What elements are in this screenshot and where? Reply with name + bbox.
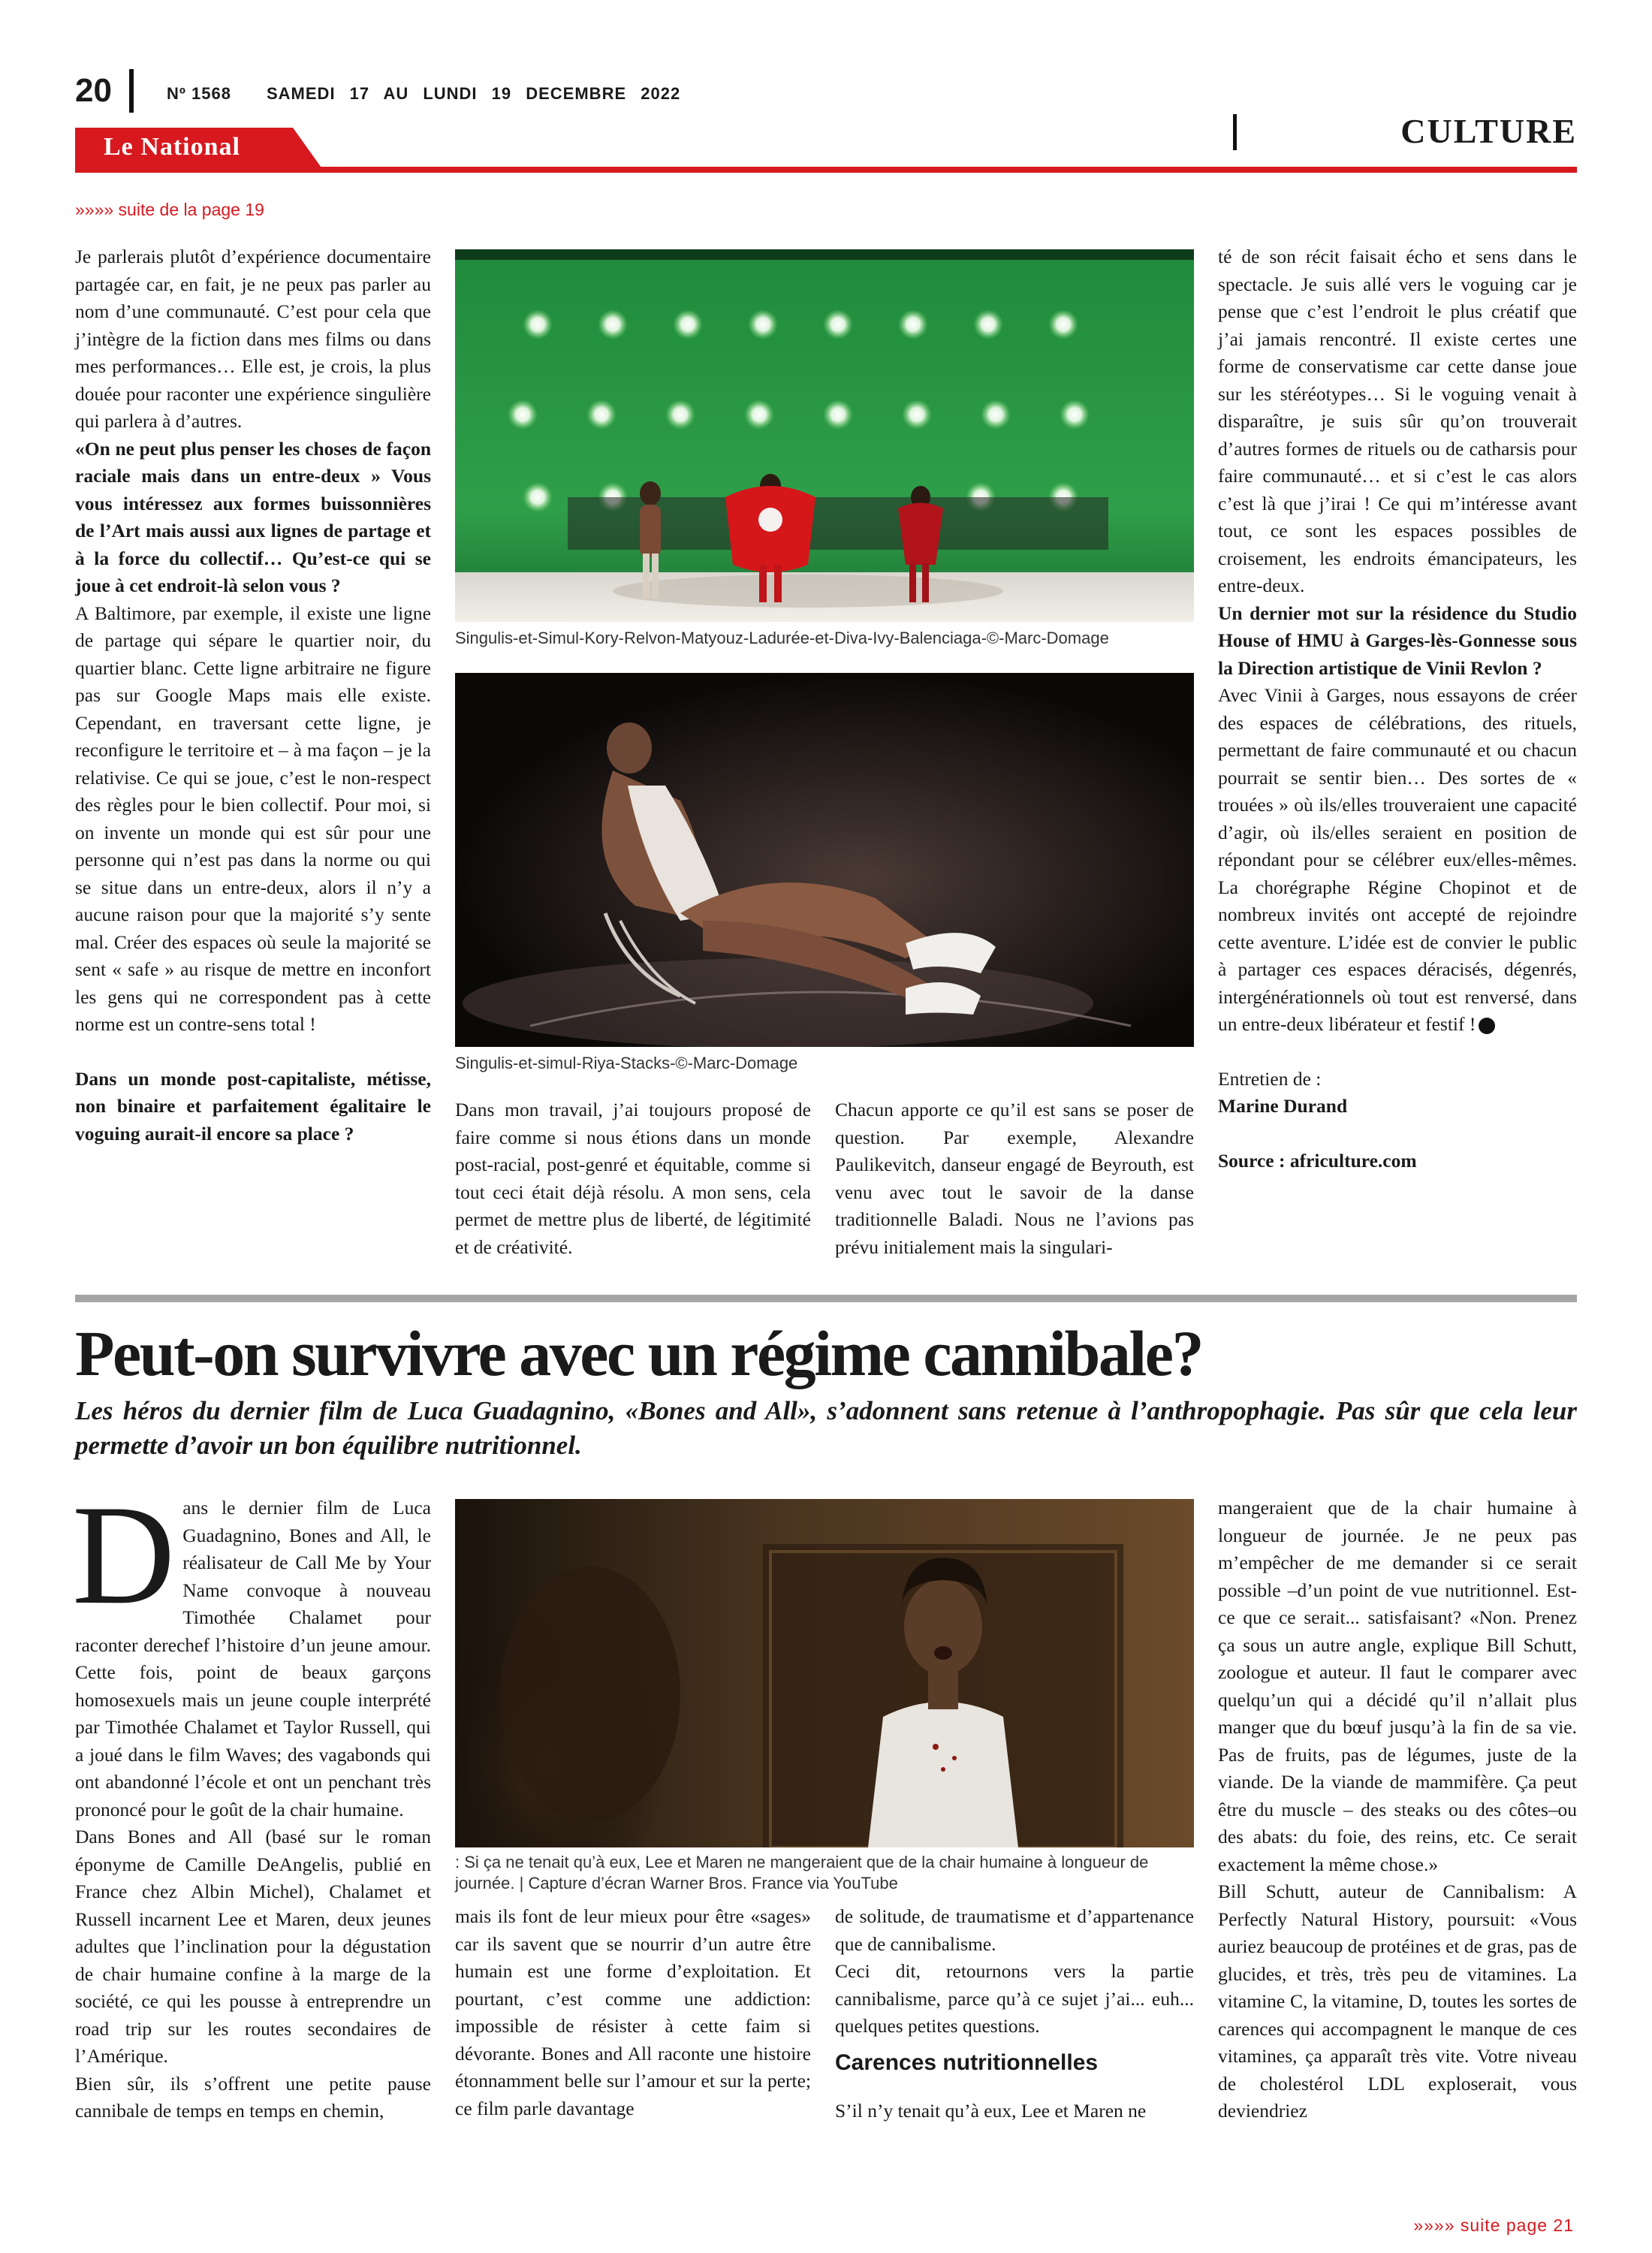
stage-performance-photo (455, 249, 1194, 622)
paragraph: mangeraient que de la chair humaine à longueur de journée. Je ne peux pas m’empêcher de me demander si ce serait possible –d’un point de vue nutritionnel. Est-ce que ce serait... satisfaisant? «Non. Prenez ça sous un autre angle, explique Bill Schutt, zoologue et auteur. Il faut le comparer avec quelqu’un qui a décidé qu’il n’allait plus manger que du bœuf jusqu’à la fin de sa vie. Pas de fruits, pas de légumes, juste de la viande. De la viande de mammifère. Ça peut être du muscle – des steaks ou des côtes–ou des abats: du foie, des reins, etc. Ce serait exactement la même chose.» (1218, 1497, 1577, 1875)
paragraph-text: Avec Vinii à Garges, nous essayons de créer des espaces de célébrations, des rituels, permettant de faire communauté et ou chacun pourrait se sentir bien… Des sortes de « trouées » où ils/elles trouveraient une capacité d’agir, où ils/elles seraient en position de répondant pour se célébrer eux/elles-mêmes. La chorégraphe Régine Chopinot et de nombreux invités ont accepté de rejoindre cette aventure. L’idée est de convier le public à partager ces espaces déracisés, dégenrés, intergénérationnels où tout est renversé, dans un entre-deux libérateur et festif ! (1218, 684, 1577, 1035)
paragraph: Bien sûr, ils s’offrent une petite pause cannibale de temps en temps en chemin, (75, 2072, 431, 2122)
page-number: 20 (75, 72, 112, 109)
film-still-photo (455, 1499, 1194, 1847)
paragraph-text: ans le dernier film de Luca Guadagnino, Bones and All, le réalisateur de Call Me by Your Name convoque à nouveau Timothée Chalamet pour raconter derechef l’histoire d’un jeune amour. Cette fois, point de beaux garçons homosexuels mais un jeune couple interprété par Timothée Chalamet et Taylor Russell, qui a joué dans le film Waves; des vagabonds qui ont abandonné l’école et ont un penchant très prononcé pour le goût de la chair humaine. (75, 1497, 431, 1820)
issue-number: Nº 1568 (167, 84, 231, 103)
newspaper-name: Le National (104, 133, 240, 161)
paragraph: S’il n’y tenait qu’à eux, Lee et Maren ne (835, 2099, 1147, 2122)
article-separator (75, 1295, 1577, 1302)
interview-question: Un dernier mot sur la résidence du Studio House of HMU à Garges-lès-Gonnesse sous la Direction artistique de Vinii Revlon ? (1218, 602, 1577, 679)
paragraph: Dans mon travail, j’ai toujours proposé de faire comme si nous étions dans un monde post-racial, post-genré et équitable, comme si tout ceci était déjà résolu. A mon sens, cela permet de mettre plus de liberté, de légitimité et de créativité. (455, 1099, 811, 1258)
article2-column-1 (72, 1476, 431, 2125)
section-title: CULTURE (1400, 112, 1577, 150)
interviewer-name: Marine Durand (1218, 1095, 1348, 1117)
page-number-divider (129, 69, 134, 113)
paragraph: de solitude, de traumatisme et d’appartenance que de cannibalisme. (835, 1905, 1194, 1955)
article1-column-3 (835, 1096, 1194, 1261)
paragraph: Dans Bones and All (basé sur le roman éponyme de Camille DeAngelis, publié en France chez Albin Michel), Chalamet et Russell incarnent Lee et Maren, deux jeunes adultes que l’inclination pour la dégustation de chair humaine confine à la marge de la société, ce qui les pousse à entreprendre un road trip sur les routes secondaires de l’Amérique. (75, 1826, 431, 2067)
photo-caption: : Si ça ne tenait qu’à eux, Lee et Maren ne mangeraient que de la chair humaine à longueur de journée. | Capture d’écran Warner Bros. France via YouTube (455, 1853, 1149, 1893)
article-standfirst: Les héros du dernier film de Luca Guadagnino, «Bones and All», s’adonnent sans retenue à l’anthropophagie. Pas sûr que cela leur permette d’avoir un bon équilibre nutritionnel. (75, 1396, 1577, 1460)
interview-question: Dans un monde post-capitaliste, métisse, non binaire et parfaitement égalitaire le voguing aurait-il encore sa place ? (75, 1067, 431, 1145)
header-rule (75, 167, 1577, 173)
article1-column-2 (455, 1096, 811, 1261)
article2-column-3 (835, 1903, 1194, 2125)
drop-cap: D (72, 1476, 176, 1634)
paragraph: mais ils font de leur mieux pour être «sages» car ils savent que se nourrir d’un autre être humain est une forme d’exploitation. Et pourtant, c’est comme une addiction: impossible de résister à cette faim si dévorante. Bones and All raconte une histoire étonnamment belle sur l’amour et sur la perte; ce film parle davantage (455, 1905, 811, 2119)
issue-date: SAMEDI 17 AU LUNDI 19 DECEMBRE 2022 (267, 84, 681, 103)
photo-caption: Singulis-et-simul-Riya-Stacks-©-Marc-Domage (455, 1054, 798, 1072)
paragraph: Je parlerais plutôt d’expérience documentaire partagée car, en fait, je ne peux pas parler au nom d’une communauté. C’est pour cela que j’intègre de la fiction dans mes films ou dans mes performances… Elle est, je crois, la plus douée pour raconter une expérience singulière qui parlera à d’autres. (75, 246, 431, 432)
end-of-article-icon (1479, 1018, 1495, 1034)
article2-column-2 (455, 1903, 811, 2122)
paragraph: Bill Schutt, auteur de Cannibalism: A Perfectly Natural History, poursuit: «Vous auriez beaucoup de protéines et de gras, pas de glucides, et très, très peu de vitamines. La vitamine C, la vitamine, D, toutes les sortes de carences qui accompagnent le manque de ces vitamines, ça apparaît très vite. Votre niveau de cholestérol LDL exploserait, vous deviendriez (1218, 1881, 1577, 2122)
continued-to[interactable]: »»»» suite page 21 (1413, 2215, 1574, 2235)
paragraph: A Baltimore, par exemple, il existe une ligne de partage qui sépare le quartier noir, du quartier blanc. Cette ligne arbitraire ne figure pas sur Google Maps mais elle existe. Cependant, en traversant cette ligne, je reconfigure le territoire et – à ma façon – je la relativise. Ce qui se joue, c’est le non-respect des règles pour le bien collectif. Pour moi, si on invente un monde qui est sûr pour une personne qui n’est pas dans la norme ou qui se situe dans un entre-deux, alors il n’y a aucune raison pour que la majorité s’y sente mal. Créer des espaces où seule la majorité se sent « safe » au risque de mettre en inconfort les gens qui ne correspondent pas à cette norme est un contre-sens total ! (75, 602, 431, 1035)
section-divider (1233, 114, 1237, 150)
interview-question: «On ne peut plus penser les choses de façon raciale mais dans un entre-deux » Vous vous intéressez aux formes buissonnières de l’Art mais aussi aux lignes de partage et à la force du collectif… Qu’est-ce qui se joue à cet endroit-là selon vous ? (75, 437, 431, 596)
article-headline: Peut-on survivre avec un régime cannibale? (75, 1317, 1202, 1389)
article2-column-4 (1218, 1494, 1577, 2125)
continued-from: »»»» suite de la page 19 (75, 200, 264, 219)
interview-label: Entretien de : (1218, 1067, 1322, 1090)
paragraph: té de son récit faisait écho et sens dans le spectacle. Je suis allé vers le voguing car je pense que c’est l’endroit le plus créatif que j’ai jamais rencontré. Il existe certes une forme de conservatisme car cette danse joue sur les stéréotypes… Si le voguing venait à disparaître, je suis sûr qu’on trouverait d’autres formes de rituels ou de catharsis pour faire communauté… et si c’est le cas alors c’est là que j’irai ! Ce qui m’intéresse avant tout, ce sont les espaces possibles de croisement, les endroits émancipateurs, les entre-deux. (1218, 246, 1577, 596)
subheading: Carences nutritionnelles (835, 2049, 1099, 2075)
article-source: Source : africulture.com (1218, 1149, 1417, 1172)
dancer-photo (455, 673, 1194, 1047)
article1-column-1 (75, 243, 431, 1148)
paragraph (72, 1476, 431, 1823)
paragraph: Ceci dit, retournons vers la partie cannibalisme, parce qu’à ce sujet j’ai... euh... quelques petites questions. (835, 1960, 1194, 2037)
article1-column-4 (1218, 243, 1577, 1175)
paragraph: Chacun apporte ce qu’il est sans se poser de question. Par exemple, Alexandre Paulikevitch, danseur engagé de Beyrouth, est venu avec tout le savoir de la danse traditionnelle Baladi. Nous ne l’avions pas prévu initialement mais la singulari- (835, 1099, 1194, 1258)
photo-caption: Singulis-et-Simul-Kory-Relvon-Matyouz-Ladurée-et-Diva-Ivy-Balenciaga-©-Marc-Domage (455, 629, 1109, 647)
paragraph (1218, 682, 1577, 1039)
